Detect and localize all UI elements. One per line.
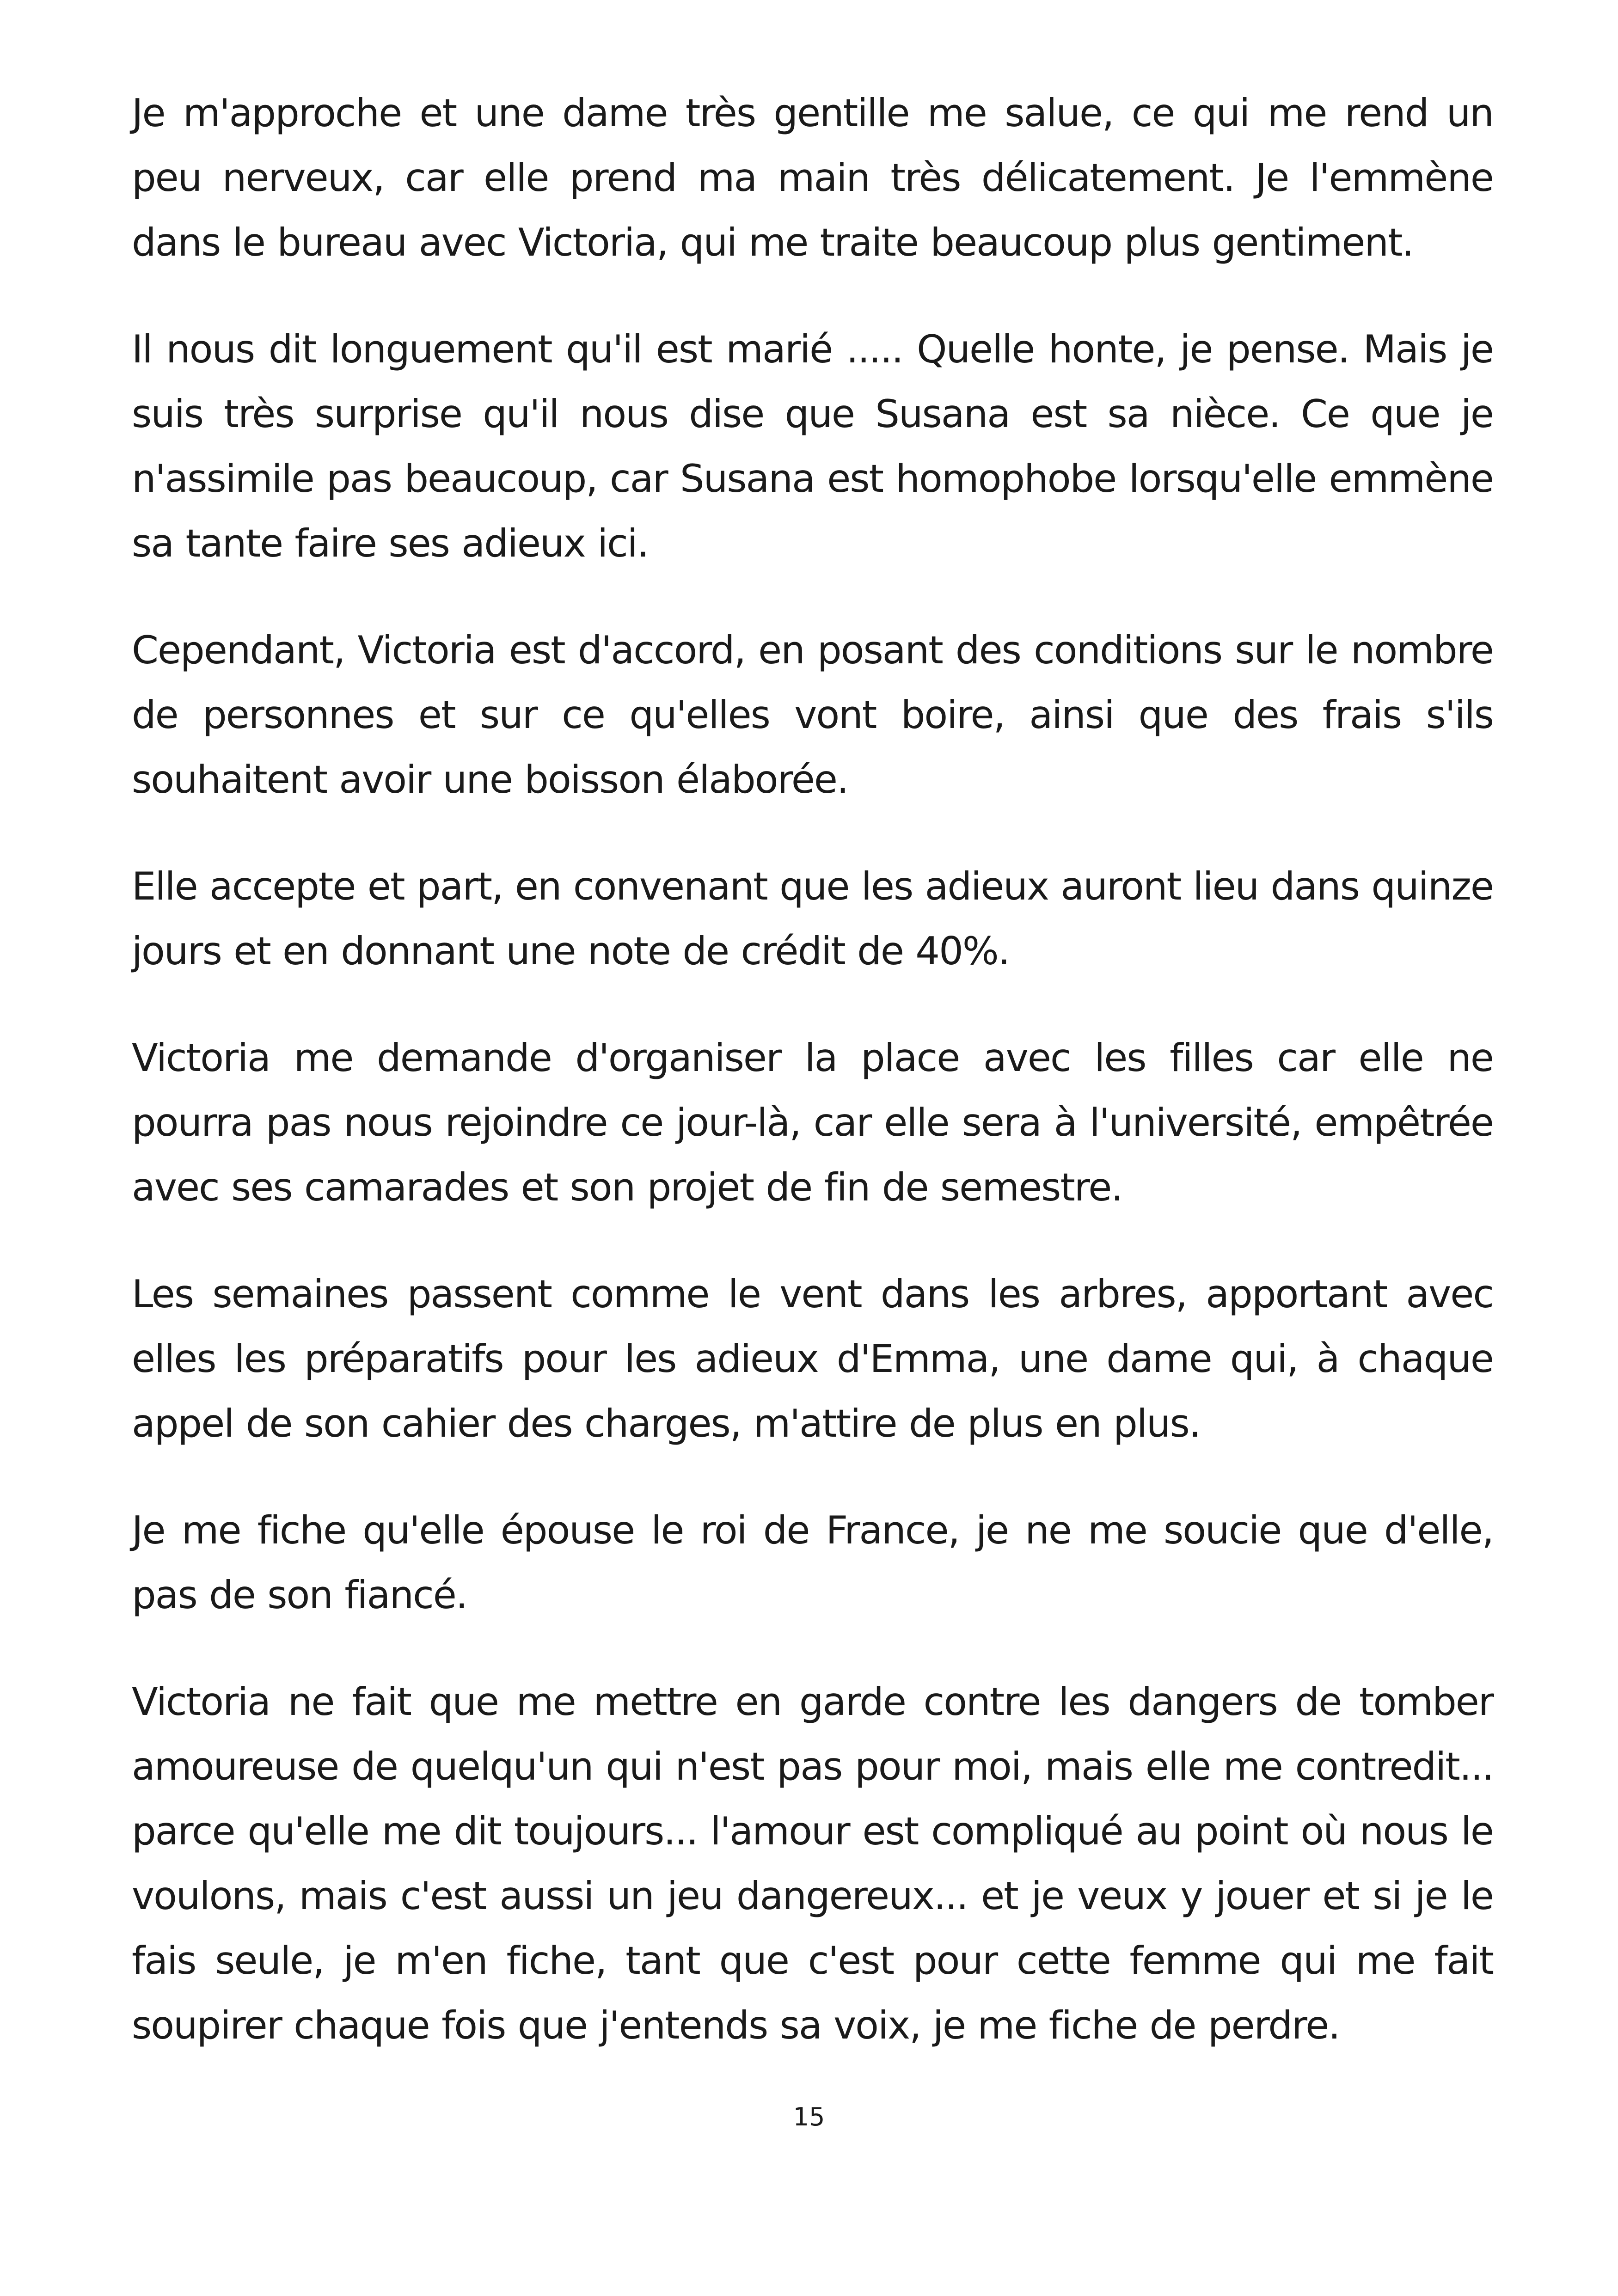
paragraph: Il nous dit longuement qu'il est marié ..... Quelle honte, je pense. Mais je suis très surprise qu'il nous dise que Susana est sa nièce. Ce que je n'assimile pas beaucoup, car Susana est homophobe lorsqu'elle emmène sa tante faire ses adieux ici. — [132, 327, 1493, 566]
paragraph: Victoria ne fait que me mettre en garde contre les dangers de tomber amoureuse de quelqu'un qui n'est pas pour moi, mais elle me contredit... parce qu'elle me dit toujours... l'amour est compliqué au point où nous le voulons, mais c'est aussi un jeu dangereux... et je veux y jouer et si je le fais seule, je m'en fiche, tant que c'est pour cette femme qui me fait soupirer chaque fois que j'entends sa voix, je me fiche de perdre. — [132, 1679, 1493, 2048]
page-body — [132, 81, 1493, 2100]
paragraph: Je me fiche qu'elle épouse le roi de France, je ne me soucie que d'elle, pas de son fiancé. — [132, 1508, 1493, 1617]
paragraph: Victoria me demande d'organiser la place avec les filles car elle ne pourra pas nous rejoindre ce jour-là, car elle sera à l'université, empêtrée avec ses camarades et son projet de fin de semestre. — [132, 1035, 1493, 1210]
paragraph: Je m'approche et une dame très gentille me salue, ce qui me rend un peu nerveux, car elle prend ma main très délicatement. Je l'emmène dans le bureau avec Victoria, qui me traite beaucoup plus gentiment. — [132, 91, 1493, 265]
paragraph: Elle accepte et part, en convenant que les adieux auront lieu dans quinze jours et en donnant une note de crédit de 40%. — [132, 864, 1493, 974]
page-number: 15 — [793, 2102, 825, 2131]
paragraph: Cependant, Victoria est d'accord, en posant des conditions sur le nombre de personnes et sur ce qu'elles vont boire, ainsi que des frais s'ils souhaitent avoir une boisson élaborée. — [132, 628, 1493, 802]
paragraph: Les semaines passent comme le vent dans les arbres, apportant avec elles les préparatifs pour les adieux d'Emma, une dame qui, à chaque appel de son cahier des charges, m'attire de plus en plus. — [132, 1272, 1493, 1446]
